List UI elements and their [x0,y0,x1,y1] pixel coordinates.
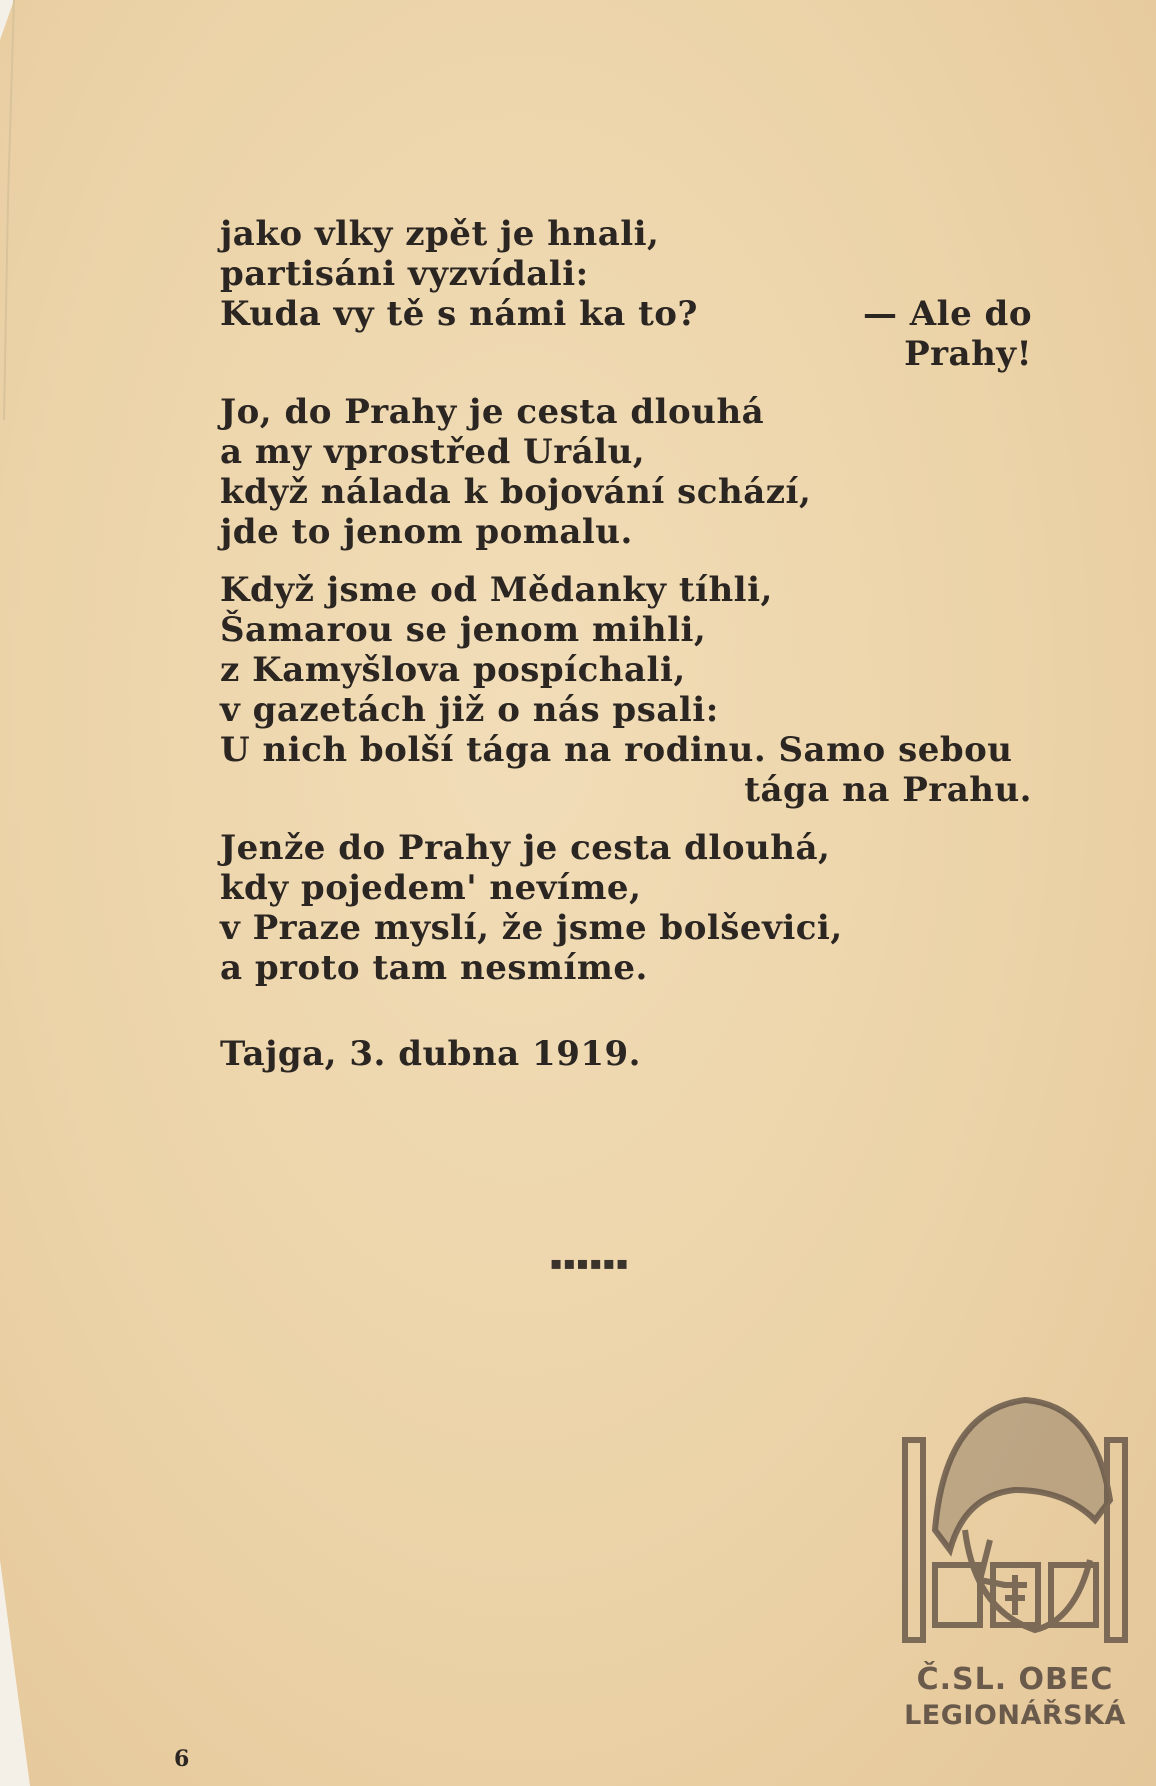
poem-text [220,214,1032,1074]
poem-line-continuation: tága na Prahu. [744,770,1032,810]
poem-line: a proto tam nesmíme. [220,948,648,988]
poem-line: kdy pojedem' nevíme, [220,868,642,908]
poem-line: když nálada k bojování schází, [220,472,812,512]
soldier-helmet-icon [895,1380,1135,1660]
stanza-1 [220,214,1032,374]
poem-line-right: — Ale do [862,294,1032,334]
logo-text-line2: LEGIONÁŘSKÁ [904,1700,1126,1731]
logo-text-line1: Č.SL. OBEC [916,1662,1114,1697]
stanza-2 [220,392,1032,552]
poem-line: v gazetách již o nás psali: [220,690,719,730]
poem-line: U nich bolší tága na rodinu. Samo sebou [220,730,1013,770]
poem-line: Šamarou se jenom mihli, [220,610,707,650]
poem-line-continuation: Prahy! [904,334,1032,374]
poem-line: jako vlky zpět je hnali, [220,214,660,254]
poem-line-split [220,294,1032,334]
poem-line: Když jsme od Mědanky tíhli, [220,570,773,610]
legion-logo-watermark [895,1380,1135,1760]
poem-line: Jenže do Prahy je cesta dlouhá, [220,828,831,868]
page-number: 6 [174,1746,190,1772]
poem-line: Jo, do Prahy je cesta dlouhá [220,392,765,432]
poem-line-left: Kuda vy tě s námi ka to? [220,294,698,334]
stanza-4 [220,828,1032,988]
stanza-3 [220,570,1032,810]
poem-line: z Kamyšlova pospíchali, [220,650,686,690]
dateline: Tajga, 3. dubna 1919. [220,1034,642,1074]
poem-line: a my vprostřed Urálu, [220,432,646,472]
poem-line: partisáni vyzvídali: [220,254,589,294]
section-divider: ▪▪▪▪▪▪ [550,1253,630,1274]
poem-line: v Praze myslí, že jsme bolševici, [220,908,843,948]
poem-line: jde to jenom pomalu. [220,512,633,552]
